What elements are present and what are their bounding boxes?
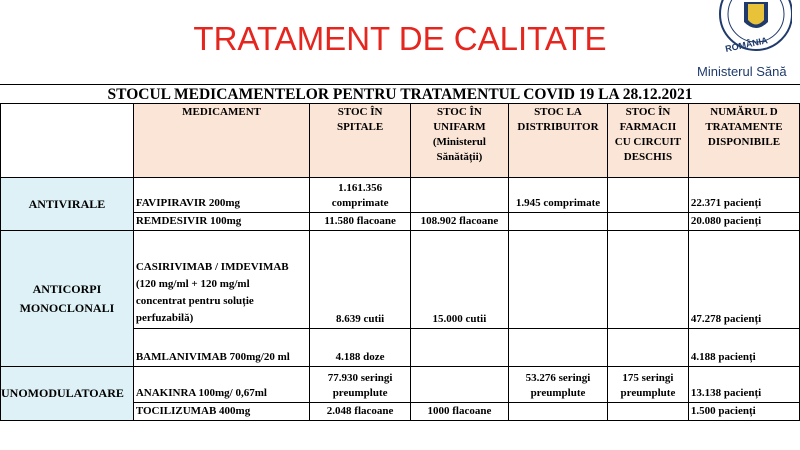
cell-distribuitor [508,329,607,367]
cell-unifarm: 108.902 flacoane [410,213,508,231]
category-imunomodulatoare: UNOMODULATOARE [1,367,134,421]
cell-spitale: 1.161.356 comprimate [310,178,411,213]
cell-distribuitor [508,231,607,329]
medication-stock-table [0,103,800,421]
cell-unifarm [410,329,508,367]
category-anticorpi-monoclonali: ANTICORPI MONOCLONALI [1,231,134,367]
cell-farmacii [607,403,688,421]
cell-distribuitor [508,403,607,421]
cell-tratamente: 47.278 pacienți [688,231,799,329]
cell-unifarm: 1000 flacoane [410,403,508,421]
column-header-tratamente: NUMĂRUL D TRATAMENTE DISPONIBILE [688,104,799,178]
table-row [1,178,800,213]
romanian-coat-of-arms-logo [712,0,792,58]
cell-tratamente: 22.371 pacienți [688,178,799,213]
table-row [1,231,800,329]
cell-tratamente: 4.188 pacienți [688,329,799,367]
cell-medicament: ANAKINRA 100mg/ 0,67ml [133,367,310,403]
table-title: STOCUL MEDICAMENTELOR PENTRU TRATAMENTUL COVID 19 LA 28.12.2021 [107,86,693,103]
category-antivirale: ANTIVIRALE [1,178,134,231]
cell-spitale: 2.048 flacoane [310,403,411,421]
cell-medicament: REMDESIVIR 100mg [133,213,310,231]
cell-farmacii [607,329,688,367]
table-viewport [0,84,800,427]
cell-farmacii [607,213,688,231]
column-header-distribuitor: STOC LA DISTRIBUITOR [508,104,607,178]
cell-tratamente: 13.138 pacienți [688,367,799,403]
table-header-row [1,104,800,178]
svg-text:ROMÂNIA: ROMÂNIA [724,35,769,54]
cell-spitale: 4.188 doze [310,329,411,367]
cell-spitale: 77.930 seringi preumplute [310,367,411,403]
cell-distribuitor: 1.945 comprimate [508,178,607,213]
cell-medicament: BAMLANIVIMAB 700mg/20 ml [133,329,310,367]
column-header-unifarm: STOC ÎN UNIFARM (Ministerul Sănătății) [410,104,508,178]
cell-distribuitor [508,213,607,231]
cell-unifarm [410,367,508,403]
header-blank-cell [1,104,134,178]
cell-unifarm: 15.000 cutii [410,231,508,329]
ministry-name: Ministerul Sănă [697,64,787,79]
page-title: TRATAMENT DE CALITATE [193,20,607,57]
cell-spitale: 11.580 flacoane [310,213,411,231]
cell-farmacii: 175 seringi preumplute [607,367,688,403]
column-header-farmacii: STOC ÎN FARMACII CU CIRCUIT DESCHIS [607,104,688,178]
column-header-spitale: STOC ÎN SPITALE [310,104,411,178]
cell-medicament: TOCILIZUMAB 400mg [133,403,310,421]
table-row [1,367,800,403]
cell-medicament: FAVIPIRAVIR 200mg [133,178,310,213]
column-header-medicament: MEDICAMENT [133,104,310,178]
cell-unifarm [410,178,508,213]
cell-farmacii [607,231,688,329]
cell-distribuitor: 53.276 seringi preumplute [508,367,607,403]
cell-tratamente: 1.500 pacienți [688,403,799,421]
cell-farmacii [607,178,688,213]
cell-spitale: 8.639 cutii [310,231,411,329]
cell-tratamente: 20.080 pacienți [688,213,799,231]
cell-medicament: CASIRIVIMAB / IMDEVIMAB (120 mg/ml + 120 mg/ml concentrat pentru soluție perfuzabilă) [133,231,310,329]
